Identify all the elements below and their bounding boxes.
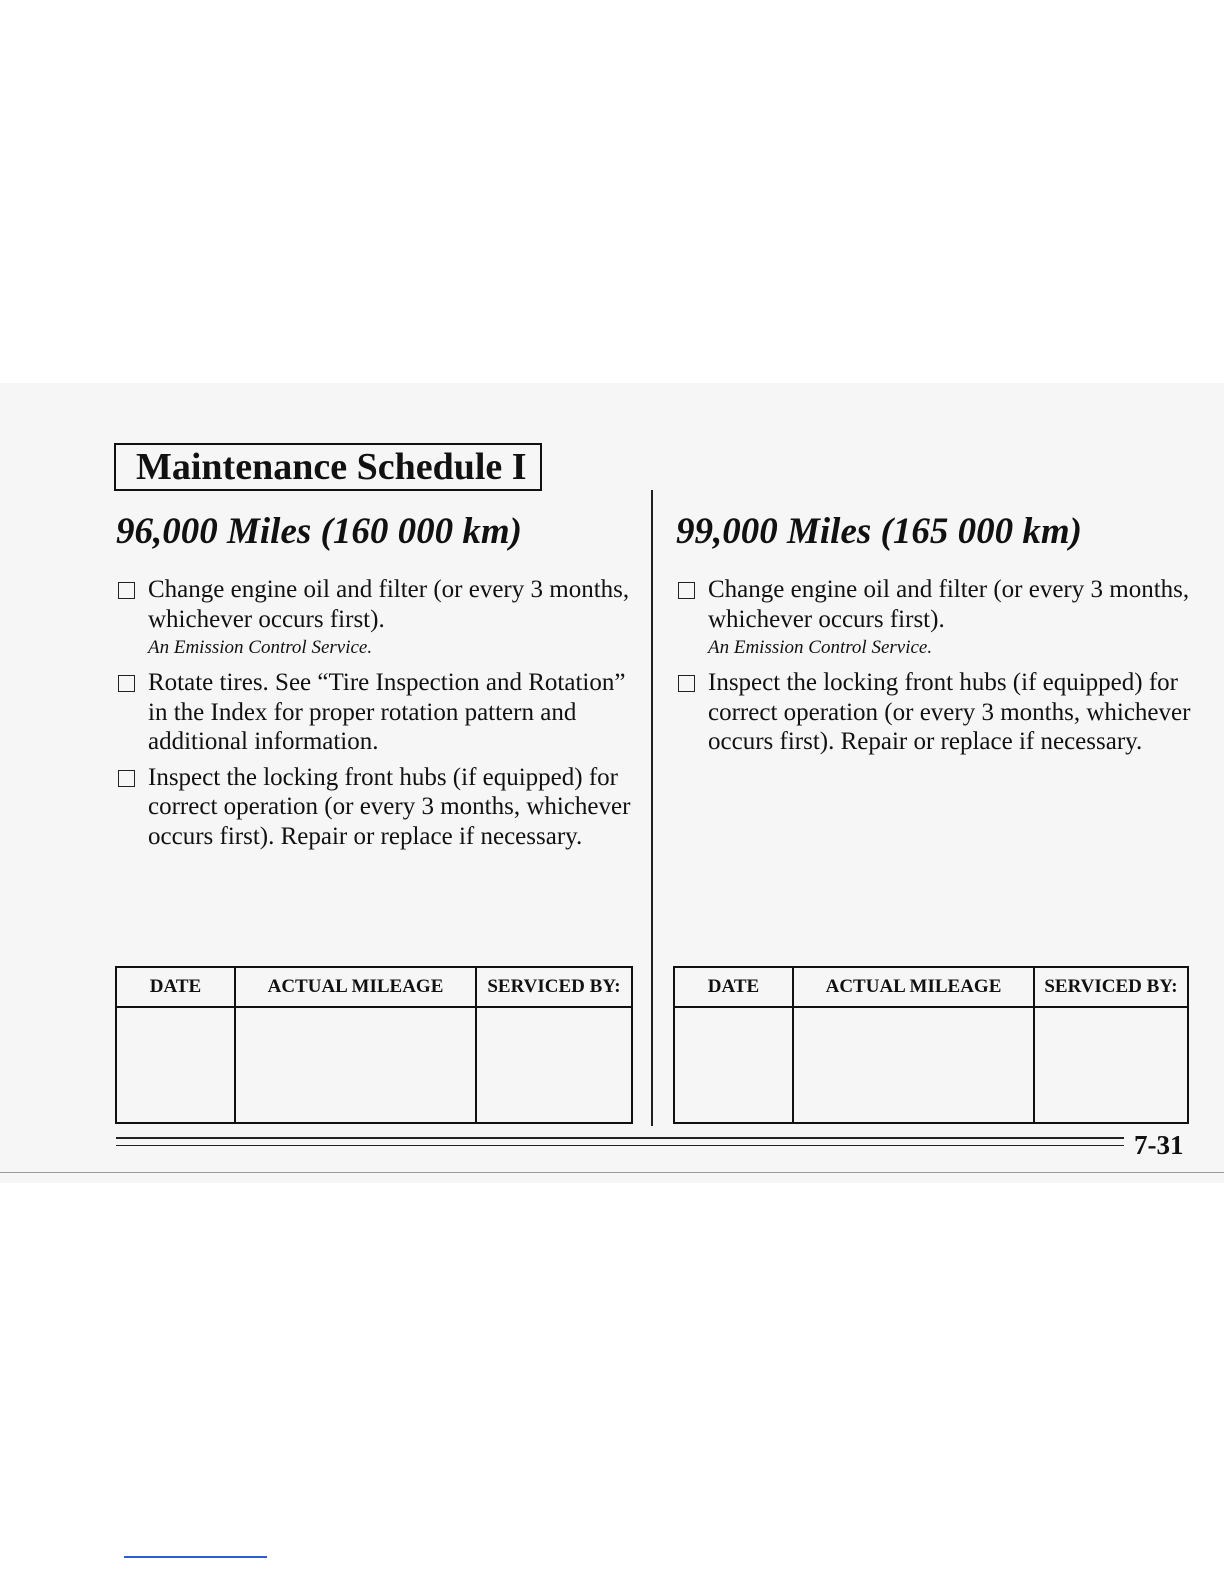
checkbox-icon[interactable]	[678, 675, 695, 692]
footer-rule-top	[116, 1137, 1124, 1139]
item-text: Change engine oil and filter (or every 3 months, whichever occurs first).	[148, 576, 630, 633]
page-title: Maintenance Schedule I	[114, 443, 542, 491]
interval-99000-section	[676, 507, 1196, 763]
checkbox-icon[interactable]	[118, 675, 135, 692]
checklist-item	[676, 668, 1196, 757]
serviced-by-cell[interactable]	[1034, 1007, 1188, 1123]
link-underline	[124, 1556, 267, 1558]
column-divider	[651, 490, 653, 1126]
mileage-cell[interactable]	[235, 1007, 476, 1123]
table-row	[116, 1007, 632, 1123]
checkbox-icon[interactable]	[118, 582, 135, 599]
interval-heading-96000: 96,000 Miles (160 000 km)	[116, 511, 522, 552]
manual-page	[0, 383, 1224, 1183]
serviced-by-cell[interactable]	[476, 1007, 632, 1123]
checklist-item	[116, 668, 636, 757]
date-cell[interactable]	[674, 1007, 793, 1123]
date-cell[interactable]	[116, 1007, 235, 1123]
service-record-table-96000	[115, 966, 633, 1124]
item-text: Inspect the locking front hubs (if equipped) for correct operation (or every 3 months, whichever occurs first). Repair or replace if necessary.	[708, 669, 1191, 755]
checklist-item	[116, 763, 636, 852]
table-header-row	[674, 967, 1188, 1007]
footer-rule-bottom	[116, 1145, 1124, 1146]
interval-96000-section	[116, 507, 636, 857]
item-text: Inspect the locking front hubs (if equipped) for correct operation (or every 3 months, whichever occurs first). Repair or replace if necessary.	[148, 763, 631, 850]
table-header-row	[116, 967, 632, 1007]
serviced-by-header: SERVICED BY:	[476, 967, 632, 1007]
serviced-by-header: SERVICED BY:	[1034, 967, 1188, 1007]
emission-note: An Emission Control Service.	[148, 637, 373, 658]
item-text: Change engine oil and filter (or every 3 months, whichever occurs first).	[708, 576, 1190, 633]
page-number: 7-31	[1134, 1130, 1184, 1160]
item-text: Rotate tires. See “Tire Inspection and Rotation” in the Index for proper rotation pattern and additional information.	[148, 669, 626, 755]
page-edge-line	[0, 1172, 1224, 1173]
mileage-header: ACTUAL MILEAGE	[235, 967, 476, 1007]
table-row	[674, 1007, 1188, 1123]
mileage-header: ACTUAL MILEAGE	[793, 967, 1034, 1007]
checklist-item	[676, 575, 1196, 662]
date-header: DATE	[674, 967, 793, 1007]
interval-heading-99000: 99,000 Miles (165 000 km)	[676, 511, 1082, 552]
checklist-item	[116, 575, 636, 662]
service-record-table-99000	[673, 966, 1189, 1124]
checkbox-icon[interactable]	[118, 770, 135, 787]
checkbox-icon[interactable]	[678, 582, 695, 599]
mileage-cell[interactable]	[793, 1007, 1034, 1123]
date-header: DATE	[116, 967, 235, 1007]
emission-note: An Emission Control Service.	[708, 637, 933, 658]
